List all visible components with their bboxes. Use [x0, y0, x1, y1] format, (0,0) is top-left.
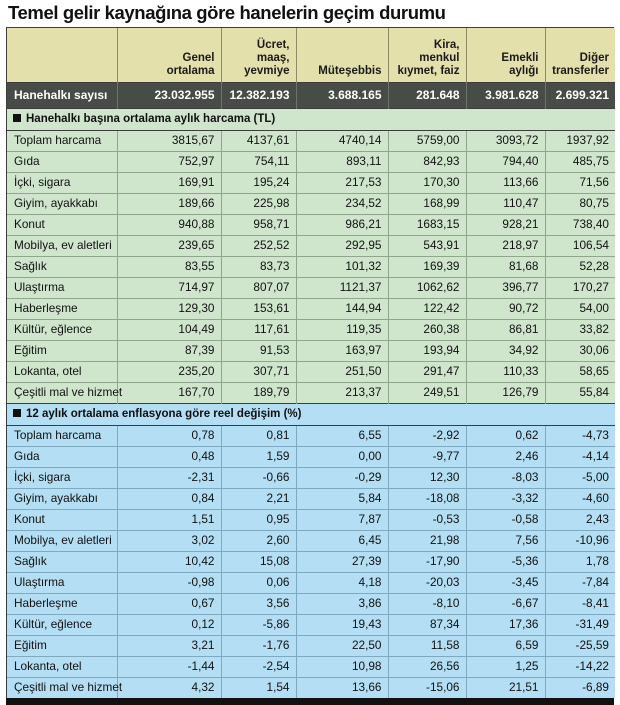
table-row [7, 236, 615, 257]
table-row [7, 426, 615, 447]
table-row [7, 636, 615, 657]
page-title-bar [0, 0, 620, 27]
column-header-line: Kira, [433, 39, 460, 52]
row-label: Giyim, ayakkabı [7, 194, 117, 215]
cell-diger: -6,89 [545, 678, 615, 699]
column-header-line: aylığı [509, 65, 539, 78]
row-label: Ulaştırma [7, 573, 117, 594]
data-table-container [6, 27, 614, 698]
cell-ucret: 3,56 [221, 594, 296, 615]
cell-diger: 738,40 [545, 215, 615, 236]
section-band-cell [7, 404, 615, 426]
cell-diger: 1,78 [545, 552, 615, 573]
cell-emekli: 3093,72 [466, 131, 545, 152]
cell-ucret: 2,21 [221, 489, 296, 510]
cell-mutesebbis: 213,37 [296, 383, 388, 404]
table-row [7, 510, 615, 531]
cell-diger: 52,28 [545, 257, 615, 278]
data-table [7, 28, 615, 698]
cell-emekli: -3,45 [466, 573, 545, 594]
cell-genel: 714,97 [117, 278, 221, 299]
cell-diger: -25,59 [545, 636, 615, 657]
cell-diger: 80,75 [545, 194, 615, 215]
table-row [7, 468, 615, 489]
cell-mutesebbis: 22,50 [296, 636, 388, 657]
table-row [7, 152, 615, 173]
cell-genel: 0,67 [117, 594, 221, 615]
cell-emekli: -3,32 [466, 489, 545, 510]
page-title: Temel gelir kaynağına göre hanelerin geçim durumu [8, 2, 446, 24]
table-row [7, 594, 615, 615]
row-label: Çeşitli mal ve hizmet [7, 383, 117, 404]
row-label: Haberleşme [7, 299, 117, 320]
cell-ucret: 0,06 [221, 573, 296, 594]
cell-diger: -4,60 [545, 489, 615, 510]
household-count-value: 3.981.628 [466, 83, 545, 109]
cell-ucret: 307,71 [221, 362, 296, 383]
cell-ucret: -5,86 [221, 615, 296, 636]
table-row [7, 573, 615, 594]
cell-ucret: 1,59 [221, 447, 296, 468]
cell-genel: 1,51 [117, 510, 221, 531]
table-row [7, 131, 615, 152]
column-header-line: Müteşebbis [318, 65, 382, 78]
household-count-value: 281.648 [388, 83, 466, 109]
cell-genel: 129,30 [117, 299, 221, 320]
cell-ucret: -0,66 [221, 468, 296, 489]
cell-mutesebbis: -0,29 [296, 468, 388, 489]
table-row [7, 362, 615, 383]
row-label: Gıda [7, 447, 117, 468]
cell-ucret: 252,52 [221, 236, 296, 257]
cell-diger: -4,73 [545, 426, 615, 447]
cell-emekli: 1,25 [466, 657, 545, 678]
cell-mutesebbis: 7,87 [296, 510, 388, 531]
cell-genel: 167,70 [117, 383, 221, 404]
cell-kira: -15,06 [388, 678, 466, 699]
cell-kira: 543,91 [388, 236, 466, 257]
cell-diger: 106,54 [545, 236, 615, 257]
household-count-value: 2.699.321 [545, 83, 615, 109]
cell-ucret: 754,11 [221, 152, 296, 173]
cell-kira: 122,42 [388, 299, 466, 320]
cell-diger: -10,96 [545, 531, 615, 552]
cell-ucret: 189,79 [221, 383, 296, 404]
table-row [7, 194, 615, 215]
cell-diger: 71,56 [545, 173, 615, 194]
cell-diger: 485,75 [545, 152, 615, 173]
cell-kira: -8,10 [388, 594, 466, 615]
cell-mutesebbis: 234,52 [296, 194, 388, 215]
cell-ucret: 2,60 [221, 531, 296, 552]
cell-kira: 26,56 [388, 657, 466, 678]
cell-ucret: 807,07 [221, 278, 296, 299]
cell-genel: 3,21 [117, 636, 221, 657]
row-label: Haberleşme [7, 594, 117, 615]
row-label: Konut [7, 215, 117, 236]
column-header-line: menkul [419, 52, 460, 65]
cell-kira: 842,93 [388, 152, 466, 173]
cell-mutesebbis: 19,43 [296, 615, 388, 636]
cell-genel: 3815,67 [117, 131, 221, 152]
cell-genel: 10,42 [117, 552, 221, 573]
section-band-label: 12 aylık ortalama enflasyona göre reel değişim (%) [26, 408, 302, 420]
household-count-value: 23.032.955 [117, 83, 221, 109]
table-row [7, 215, 615, 236]
cell-genel: 169,91 [117, 173, 221, 194]
cell-diger: -7,84 [545, 573, 615, 594]
cell-genel: 4,32 [117, 678, 221, 699]
table-row [7, 320, 615, 341]
cell-mutesebbis: 119,35 [296, 320, 388, 341]
cell-mutesebbis: 0,00 [296, 447, 388, 468]
table-row [7, 531, 615, 552]
cell-kira: 21,98 [388, 531, 466, 552]
cell-mutesebbis: 101,32 [296, 257, 388, 278]
row-label: Kültür, eğlence [7, 320, 117, 341]
table-row [7, 341, 615, 362]
cell-kira: 12,30 [388, 468, 466, 489]
row-label: Toplam harcama [7, 131, 117, 152]
cell-emekli: 6,59 [466, 636, 545, 657]
cell-emekli: 928,21 [466, 215, 545, 236]
table-row [7, 615, 615, 636]
section-bullet-icon [13, 114, 21, 122]
row-label: Lokanta, otel [7, 657, 117, 678]
cell-genel: -1,44 [117, 657, 221, 678]
cell-kira: 11,58 [388, 636, 466, 657]
cell-genel: -0,98 [117, 573, 221, 594]
cell-emekli: 110,47 [466, 194, 545, 215]
row-label: Eğitim [7, 636, 117, 657]
cell-mutesebbis: 251,50 [296, 362, 388, 383]
table-row [7, 299, 615, 320]
column-header-genel [117, 28, 221, 83]
cell-emekli: 396,77 [466, 278, 545, 299]
cell-genel: 0,84 [117, 489, 221, 510]
cell-genel: 3,02 [117, 531, 221, 552]
bottom-rule [6, 698, 614, 705]
cell-genel: 940,88 [117, 215, 221, 236]
cell-genel: 104,49 [117, 320, 221, 341]
cell-kira: 170,30 [388, 173, 466, 194]
table-header-row [7, 28, 615, 83]
row-label: Sağlık [7, 257, 117, 278]
cell-emekli: -6,67 [466, 594, 545, 615]
column-header-line: Emekli [501, 52, 539, 65]
cell-genel: -2,31 [117, 468, 221, 489]
column-header-line: transferler [552, 65, 609, 78]
cell-diger: 1937,92 [545, 131, 615, 152]
cell-emekli: 2,46 [466, 447, 545, 468]
cell-genel: 0,78 [117, 426, 221, 447]
cell-emekli: 113,66 [466, 173, 545, 194]
column-header-line: Ücret, [256, 39, 290, 52]
cell-diger: 2,43 [545, 510, 615, 531]
row-label: Kültür, eğlence [7, 615, 117, 636]
table-row [7, 278, 615, 299]
cell-emekli: 7,56 [466, 531, 545, 552]
cell-mutesebbis: 6,55 [296, 426, 388, 447]
table-row [7, 447, 615, 468]
cell-mutesebbis: 986,21 [296, 215, 388, 236]
cell-kira: 249,51 [388, 383, 466, 404]
cell-kira: -9,77 [388, 447, 466, 468]
row-label: Mobilya, ev aletleri [7, 531, 117, 552]
cell-kira: 1062,62 [388, 278, 466, 299]
household-count-value: 12.382.193 [221, 83, 296, 109]
table-row [7, 489, 615, 510]
row-label: Mobilya, ev aletleri [7, 236, 117, 257]
cell-kira: 1683,15 [388, 215, 466, 236]
cell-ucret: 1,54 [221, 678, 296, 699]
cell-genel: 235,20 [117, 362, 221, 383]
cell-kira: 291,47 [388, 362, 466, 383]
cell-ucret: 91,53 [221, 341, 296, 362]
table-body [7, 109, 615, 699]
cell-emekli: -5,36 [466, 552, 545, 573]
cell-mutesebbis: 292,95 [296, 236, 388, 257]
household-count-row [7, 83, 615, 109]
household-count-value: 3.688.165 [296, 83, 388, 109]
cell-ucret: 4137,61 [221, 131, 296, 152]
cell-ucret: 117,61 [221, 320, 296, 341]
cell-diger: -4,14 [545, 447, 615, 468]
cell-genel: 87,39 [117, 341, 221, 362]
row-label: Konut [7, 510, 117, 531]
section-band-cell [7, 109, 615, 131]
section-band-real-change [7, 404, 615, 426]
cell-kira: 193,94 [388, 341, 466, 362]
column-header-line: maaş, [256, 52, 290, 65]
column-header-mutesebbis [296, 28, 388, 83]
column-header-line: Diğer [579, 52, 609, 65]
cell-ucret: 225,98 [221, 194, 296, 215]
cell-diger: 54,00 [545, 299, 615, 320]
cell-mutesebbis: 893,11 [296, 152, 388, 173]
table-header [7, 28, 615, 109]
cell-mutesebbis: 27,39 [296, 552, 388, 573]
cell-diger: 170,27 [545, 278, 615, 299]
row-label: Lokanta, otel [7, 362, 117, 383]
cell-emekli: -8,03 [466, 468, 545, 489]
cell-genel: 0,48 [117, 447, 221, 468]
column-header-emekli [466, 28, 545, 83]
cell-diger: 58,65 [545, 362, 615, 383]
cell-diger: 55,84 [545, 383, 615, 404]
cell-diger: 30,06 [545, 341, 615, 362]
cell-ucret: 0,95 [221, 510, 296, 531]
column-header-ucret [221, 28, 296, 83]
table-row [7, 657, 615, 678]
cell-genel: 752,97 [117, 152, 221, 173]
row-label: İçki, sigara [7, 468, 117, 489]
cell-kira: 5759,00 [388, 131, 466, 152]
cell-genel: 83,55 [117, 257, 221, 278]
cell-mutesebbis: 4,18 [296, 573, 388, 594]
cell-mutesebbis: 144,94 [296, 299, 388, 320]
row-label: Gıda [7, 152, 117, 173]
cell-ucret: 0,81 [221, 426, 296, 447]
cell-kira: 168,99 [388, 194, 466, 215]
row-label: Ulaştırma [7, 278, 117, 299]
cell-ucret: 958,71 [221, 215, 296, 236]
cell-ucret: -1,76 [221, 636, 296, 657]
column-header-line: yevmiye [244, 65, 290, 78]
row-label: Giyim, ayakkabı [7, 489, 117, 510]
cell-emekli: 110,33 [466, 362, 545, 383]
table-row [7, 678, 615, 699]
cell-mutesebbis: 163,97 [296, 341, 388, 362]
cell-kira: 169,39 [388, 257, 466, 278]
cell-ucret: 15,08 [221, 552, 296, 573]
cell-mutesebbis: 1121,37 [296, 278, 388, 299]
cell-ucret: 153,61 [221, 299, 296, 320]
cell-mutesebbis: 5,84 [296, 489, 388, 510]
section-bullet-icon [13, 409, 21, 417]
row-label: Sağlık [7, 552, 117, 573]
cell-kira: -20,03 [388, 573, 466, 594]
cell-mutesebbis: 4740,14 [296, 131, 388, 152]
cell-kira: -0,53 [388, 510, 466, 531]
cell-ucret: -2,54 [221, 657, 296, 678]
cell-emekli: -0,58 [466, 510, 545, 531]
column-header-diger [545, 28, 615, 83]
cell-emekli: 218,97 [466, 236, 545, 257]
cell-emekli: 86,81 [466, 320, 545, 341]
column-header-line: ortalama [166, 65, 215, 78]
cell-genel: 0,12 [117, 615, 221, 636]
cell-mutesebbis: 3,86 [296, 594, 388, 615]
table-row [7, 173, 615, 194]
cell-emekli: 81,68 [466, 257, 545, 278]
table-row [7, 552, 615, 573]
table-row [7, 383, 615, 404]
cell-mutesebbis: 13,66 [296, 678, 388, 699]
column-header-line: Genel [182, 52, 215, 65]
row-label: Eğitim [7, 341, 117, 362]
cell-diger: 33,82 [545, 320, 615, 341]
section-band-label: Hanehalkı başına ortalama aylık harcama (TL) [26, 113, 276, 125]
row-label: İçki, sigara [7, 173, 117, 194]
table-row [7, 257, 615, 278]
column-header-corner [7, 28, 117, 83]
cell-ucret: 83,73 [221, 257, 296, 278]
cell-emekli: 34,92 [466, 341, 545, 362]
cell-diger: -14,22 [545, 657, 615, 678]
cell-kira: -18,08 [388, 489, 466, 510]
household-count-label: Hanehalkı sayısı [7, 83, 117, 109]
cell-emekli: 17,36 [466, 615, 545, 636]
cell-kira: 260,38 [388, 320, 466, 341]
cell-genel: 189,66 [117, 194, 221, 215]
cell-diger: -31,49 [545, 615, 615, 636]
cell-emekli: 90,72 [466, 299, 545, 320]
column-header-line: kıymet, faiz [397, 65, 460, 78]
cell-emekli: 21,51 [466, 678, 545, 699]
cell-kira: -17,90 [388, 552, 466, 573]
cell-mutesebbis: 10,98 [296, 657, 388, 678]
section-band-expenditure [7, 109, 615, 131]
cell-emekli: 0,62 [466, 426, 545, 447]
cell-kira: -2,92 [388, 426, 466, 447]
cell-emekli: 126,79 [466, 383, 545, 404]
cell-diger: -5,00 [545, 468, 615, 489]
row-label: Çeşitli mal ve hizmet [7, 678, 117, 699]
cell-emekli: 794,40 [466, 152, 545, 173]
cell-mutesebbis: 217,53 [296, 173, 388, 194]
cell-ucret: 195,24 [221, 173, 296, 194]
cell-diger: -8,41 [545, 594, 615, 615]
cell-kira: 87,34 [388, 615, 466, 636]
column-header-kira [388, 28, 466, 83]
cell-genel: 239,65 [117, 236, 221, 257]
row-label: Toplam harcama [7, 426, 117, 447]
cell-mutesebbis: 6,45 [296, 531, 388, 552]
